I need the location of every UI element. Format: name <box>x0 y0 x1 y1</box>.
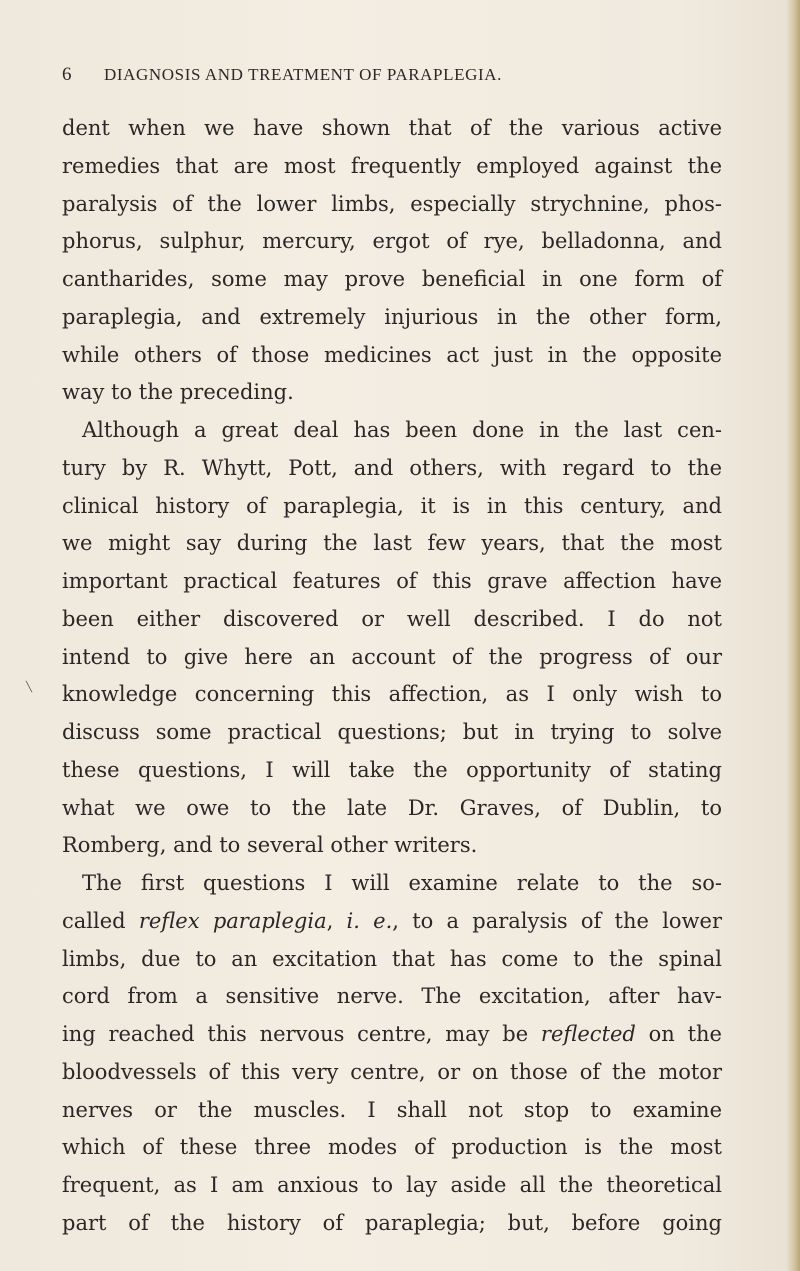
running-head <box>62 64 702 90</box>
text-segment: paraplegia, and extremely injurious in the other form, <box>62 304 722 329</box>
running-head-title: DIAGNOSIS AND TREATMENT OF PARAPLEGIA. <box>104 65 502 84</box>
text-line <box>62 525 722 563</box>
text-line <box>62 261 722 299</box>
text-segment: important practical features of this grave affection have <box>62 569 722 593</box>
text-line <box>62 148 722 186</box>
text-line <box>62 186 722 224</box>
page-edge <box>786 0 800 1271</box>
text-line <box>62 299 722 337</box>
text-line <box>62 903 722 941</box>
text-segment: dent when we have shown that of the various active <box>62 116 722 140</box>
text-line <box>62 865 722 903</box>
text-line <box>62 1129 722 1167</box>
text-segment: ing reached this nervous centre, may be <box>62 1022 541 1046</box>
text-segment: tury by R. Whytt, Pott, and others, with regard to the <box>62 455 722 480</box>
text-segment: while others of those medicines act just in the opposite <box>62 342 722 367</box>
text-segment: part of the history of paraplegia; but, before going <box>62 1210 722 1235</box>
text-line <box>62 752 722 790</box>
text-line <box>62 978 722 1016</box>
text-line <box>62 110 722 148</box>
text-line <box>62 450 722 488</box>
margin-mark-icon: ╲ <box>26 682 33 693</box>
text-line <box>62 601 722 639</box>
emphasized-text: reflected <box>540 1022 636 1046</box>
emphasized-text: i. e. <box>346 908 393 933</box>
text-segment: which of these three modes of production is the most <box>62 1135 722 1160</box>
text-line <box>62 827 722 865</box>
text-segment: clinical history of paraplegia, it is in this century, and <box>62 493 722 518</box>
text-segment: knowledge concerning this affection, as I only wish to <box>62 682 722 707</box>
text-line <box>62 714 722 752</box>
text-line <box>62 1092 722 1130</box>
text-segment: nerves or the muscles. I shall not stop to examine <box>62 1097 722 1122</box>
text-line <box>62 676 722 714</box>
text-segment: limbs, due to an excitation that has come to the spinal <box>62 946 722 971</box>
text-segment: cord from a sensitive nerve. The excitation, after hav- <box>62 984 722 1009</box>
text-segment: bloodvessels of this very centre, or on those of the motor <box>62 1059 722 1084</box>
text-segment: , to a paralysis of the lower <box>392 908 722 933</box>
text-segment: phorus, sulphur, mercury, ergot of rye, belladonna, and <box>62 229 722 254</box>
text-line <box>62 1205 722 1243</box>
text-line <box>62 1167 722 1205</box>
body-text <box>62 110 722 1243</box>
text-line <box>62 1016 722 1054</box>
text-segment: discuss some practical questions; but in trying to solve <box>62 720 722 744</box>
text-segment: intend to give here an account of the progress of our <box>62 644 722 669</box>
text-line <box>62 563 722 601</box>
text-segment: Although a great deal has been done in the last cen- <box>82 418 722 442</box>
emphasized-text: reflex paraplegia <box>138 908 327 933</box>
text-segment: frequent, as I am anxious to lay aside all the theoretical <box>62 1173 722 1197</box>
text-line <box>62 941 722 979</box>
text-line <box>62 1054 722 1092</box>
text-line <box>62 639 722 677</box>
text-segment: Romberg, and to several other writers. <box>62 833 478 858</box>
text-segment: remedies that are most frequently employed against the <box>62 153 722 178</box>
text-line <box>62 337 722 375</box>
text-segment: these questions, I will take the opportunity of stating <box>62 757 722 782</box>
text-line <box>62 790 722 828</box>
text-line <box>62 412 722 450</box>
text-segment: been either discovered or well described. I do not <box>62 606 722 631</box>
text-segment: called <box>62 908 139 933</box>
text-segment: on the <box>635 1022 722 1046</box>
text-segment: paralysis of the lower limbs, especially strychnine, phos- <box>62 191 722 216</box>
text-segment: what we owe to the late Dr. Graves, of Dublin, to <box>62 795 722 820</box>
text-segment: we might say during the last few years, that the most <box>62 531 722 556</box>
text-segment: , <box>326 908 347 933</box>
text-line <box>62 374 722 412</box>
text-segment: cantharides, some may prove beneficial in one form of <box>62 267 722 291</box>
text-line <box>62 488 722 526</box>
text-line <box>62 223 722 261</box>
text-segment: The first questions I will examine relate to the so- <box>82 871 722 895</box>
text-segment: way to the preceding. <box>62 380 294 405</box>
page-number: 6 <box>62 64 73 85</box>
